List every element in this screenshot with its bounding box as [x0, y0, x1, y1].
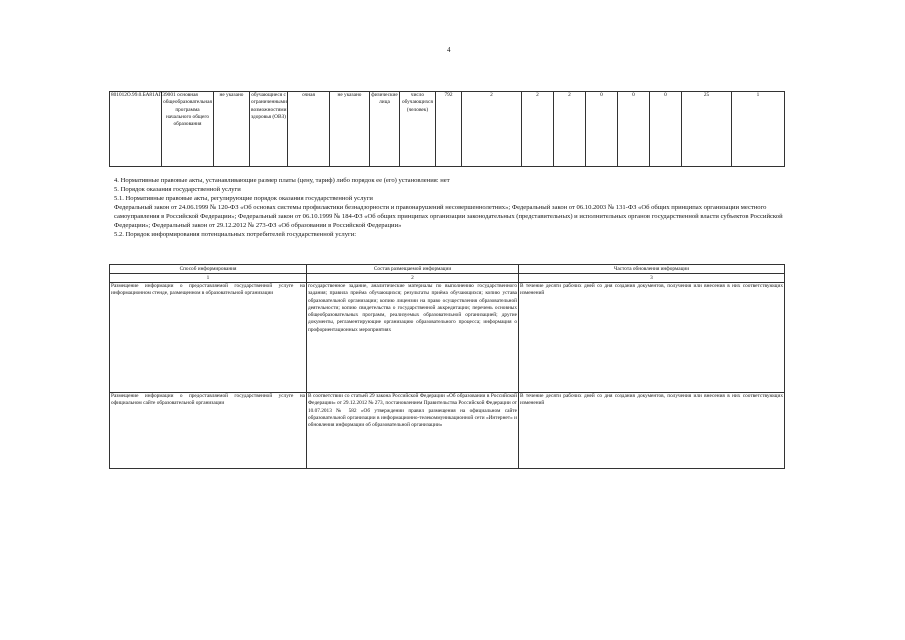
info-frequency: В течение десяти рабочих дней со дня создания документов, получения или внесения в них соответствующих изменений [519, 393, 785, 469]
notes-section [114, 176, 786, 239]
info-content: В соответствии со статьей 29 закона Российской Федерации «Об образовании в Российской Федерации» от 29.12.2012 № 273, постановлением Правительства Российской Федерации от 10.07.2013 № 582 «Об утверждении правил размещения на официальном сайте образовательной организации в информационно-телекоммуникационной сети «Интернет» и обновления информации об образовательной организации» [307, 393, 519, 469]
info-method: Размещение информации о предоставляемой государственной услуге на информационном стенде, размещенном в образовательной организации [110, 283, 307, 393]
student-category: обучающиеся с ограниченными возможностями здоровья (ОВЗ) [250, 92, 288, 167]
info-method: Размещение информации о предоставляемой государственной услуге на официальном сайте образовательной организации [110, 393, 307, 469]
table-cell: 2 [462, 92, 522, 167]
table-cell: 0 [650, 92, 682, 167]
table-cell: 0 [618, 92, 650, 167]
table-row [110, 393, 785, 469]
page-number: 4 [447, 46, 451, 54]
table-cell: не указано [214, 92, 250, 167]
table-row [110, 92, 785, 167]
table-cell: 2 [554, 92, 586, 167]
table-cell: 1 [732, 92, 785, 167]
info-frequency: В течение десяти рабочих дней со дня создания документов, получения или внесения в них соответствующих изменений [519, 283, 785, 393]
section-5-1: 5.1. Нормативные правовые акты, регулирующие порядок оказания государственной услуги [114, 195, 373, 202]
indicator-name: число обучающихся (человек) [400, 92, 436, 167]
table-cell: 25 [682, 92, 732, 167]
column-number-row [110, 274, 785, 283]
registry-code: 801012О.99.0.БА81АП39001 [110, 92, 162, 167]
registry-table [109, 91, 785, 167]
column-header: Способ информирования [110, 265, 307, 274]
program-name: основная общеобразовательная программа начального общего образования [162, 92, 214, 167]
table-cell: 0 [586, 92, 618, 167]
section-5-2: 5.2. Порядок информирования потенциальных потребителей государственной услуги: [114, 231, 357, 238]
section-4: 4. Нормативные правовые акты, устанавливающие размер платы (цену, тариф) либо порядок ее (его) установления: нет [114, 177, 450, 184]
column-number: 1 [110, 274, 307, 283]
column-header: Состав размещаемой информации [307, 265, 519, 274]
consumer-category: физические лица [370, 92, 400, 167]
laws-list: Федеральный закон от 24.06.1999 № 120-ФЗ «Об основах системы профилактики безнадзорности и правонарушений несовершеннолетних»; Федеральный закон от 06.10.2003 № 131-ФЗ «Об общих принципах организации местного самоуправления в Российской Федерации»; Федеральный закон от 06.10.1999 № 184-ФЗ «Об общих принципах организации законодательных (представительных) и исполнительных органов государственной власти субъектов Российской Федерации»; Федеральный закон от 29.12.2012 № 273-ФЗ «Об образовании в Российской Федерации» [114, 204, 783, 229]
okei-code: 792 [436, 92, 462, 167]
section-5: 5. Порядок оказания государственной услуги [114, 186, 241, 193]
info-table [109, 264, 785, 469]
column-header: Частота обновления информации [519, 265, 785, 274]
column-number: 3 [519, 274, 785, 283]
study-form: очная [288, 92, 330, 167]
column-number: 2 [307, 274, 519, 283]
table-row [110, 283, 785, 393]
info-content: государственное задание, аналитические материалы по выполнению государственного задания; правила приёма обучающихся; результаты приёма обучающихся; копию устава образовательной организации; копию лицензии на право осуществления образовательной деятельности; копию свидетельства о государственной аккредитации; перечень основных общеобразовательных программ, реализуемых образовательной организацией; другие документы, регламентирующие организацию образовательного процесса; информация о профориентационных мероприятиях [307, 283, 519, 393]
table-cell: не указано [330, 92, 370, 167]
table-header-row [110, 265, 785, 274]
table-cell: 2 [522, 92, 554, 167]
